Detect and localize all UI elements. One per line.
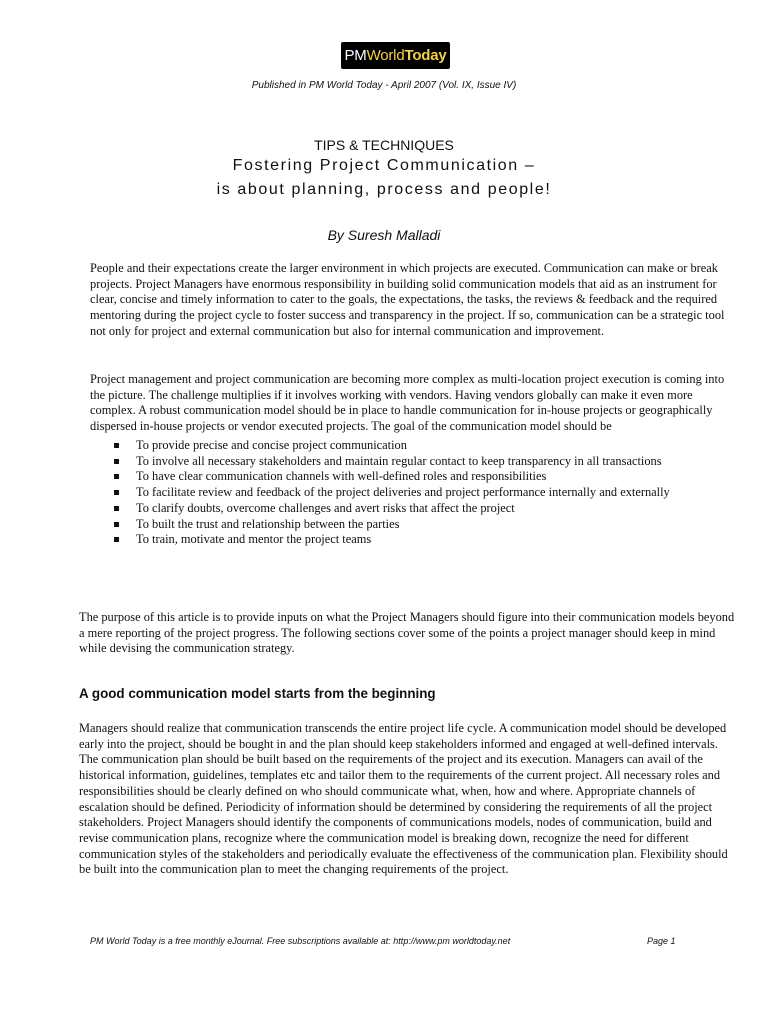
bullet-square-icon (114, 506, 119, 511)
purpose-paragraph: The purpose of this article is to provide inputs on what the Project Managers should figure into their communication models beyond a mere reporting of the project progress. The following sections cover some of the points a project manager should keep in mind while devising the communication strategy. (79, 610, 735, 656)
list-item (114, 469, 739, 485)
page-number: Page 1 (647, 936, 676, 946)
intro-paragraph: People and their expectations create the larger environment in which projects are executed. Communication can make or break projects. Project Managers have enormous responsibility in building solid communication models that aid as an instrument for clear, concise and timely information to cater to the goals, the expectations, the tasks, the reviews & feedback and the required mentoring during the project cycle to foster success and transparency in the project. If so, communication can be a strategic tool not only for project and external communication but also for internal communication and improvement. (90, 261, 725, 338)
bullet-square-icon (114, 474, 119, 479)
article-title-line-2: is about planning, process and people! (216, 181, 552, 198)
section-heading: A good communication model starts from the beginning (79, 686, 436, 701)
list-item (114, 501, 739, 517)
list-item-text: To involve all necessary stakeholders and maintain regular contact to keep transparency in all transactions (136, 453, 662, 468)
list-item-text: To train, motivate and mentor the project teams (136, 532, 372, 547)
list-item-text: To provide precise and concise project communication (136, 438, 407, 452)
list-item (114, 485, 739, 501)
list-item-text: To built the trust and relationship between the parties (136, 516, 400, 531)
complexity-paragraph: Project management and project communication are becoming more complex as multi-location project execution is coming into the picture. The challenge multiplies if it involves working with vendors. Having vendors globally can make it even more complex. A robust communication model should be in place to handle communication for in-house projects or geographically dispersed in-house projects or vendor executed projects. The goal of the communication model should be (90, 372, 725, 434)
bullet-square-icon (114, 490, 119, 495)
list-item-text: To clarify doubts, overcome challenges and avert risks that affect the project (136, 500, 515, 515)
section-label: TIPS & TECHNIQUES (314, 137, 454, 153)
logo-text-pm: PM (344, 47, 367, 64)
list-item-text: To have clear communication channels with well-defined roles and responsibilities (136, 469, 547, 484)
bullet-square-icon (114, 537, 119, 542)
bullet-square-icon (114, 459, 119, 464)
logo-text-world: World (366, 47, 405, 64)
footer-text: PM World Today is a free monthly eJournal. Free subscriptions available at: http://www.pm worldtoday.net (90, 936, 511, 946)
author-byline: By Suresh Malladi (327, 227, 441, 243)
list-item (114, 532, 739, 548)
article-title-line-1: Fostering Project Communication – (232, 157, 536, 174)
logo-text-today: Today (404, 47, 447, 64)
list-item (114, 454, 739, 470)
bullet-square-icon (114, 522, 119, 527)
communication-model-paragraph: Managers should realize that communication transcends the entire project life cycle. A communication model should be developed early into the project, should be bought in and the plan should keep stakeholders informed and engaged at well-defined intervals. The communication plan should be built based on the requirements of the project and its execution. Managers can avail of the historical information, guidelines, templates etc and tailor them to the requirements of the current project. All necessary roles and responsibilities should be clearly defined on who should communicate what, when, how and where. Appropriate channels of escalation should be defined. Periodicity of information should be determined by considering the requirements of all the project stakeholders. Project Managers should identify the components of communications models, nodes of communication, build and revise communication plans, recognize where the communication model is breaking down, recognize the need for different communication styles of the stakeholders and periodically evaluate the effectiveness of the communication plan. Flexibility should be built into the communication plan to meet the changing requirements of the project. (79, 721, 728, 877)
list-item (114, 438, 739, 454)
list-item-text: To facilitate review and feedback of the project deliveries and project performance internally and externally (136, 485, 670, 500)
bullet-square-icon (114, 443, 119, 448)
pmworldtoday-logo (341, 42, 450, 69)
list-item (114, 517, 739, 533)
goals-list (114, 438, 739, 548)
publication-line: Published in PM World Today - April 2007 (Vol. IX, Issue IV) (251, 80, 517, 91)
